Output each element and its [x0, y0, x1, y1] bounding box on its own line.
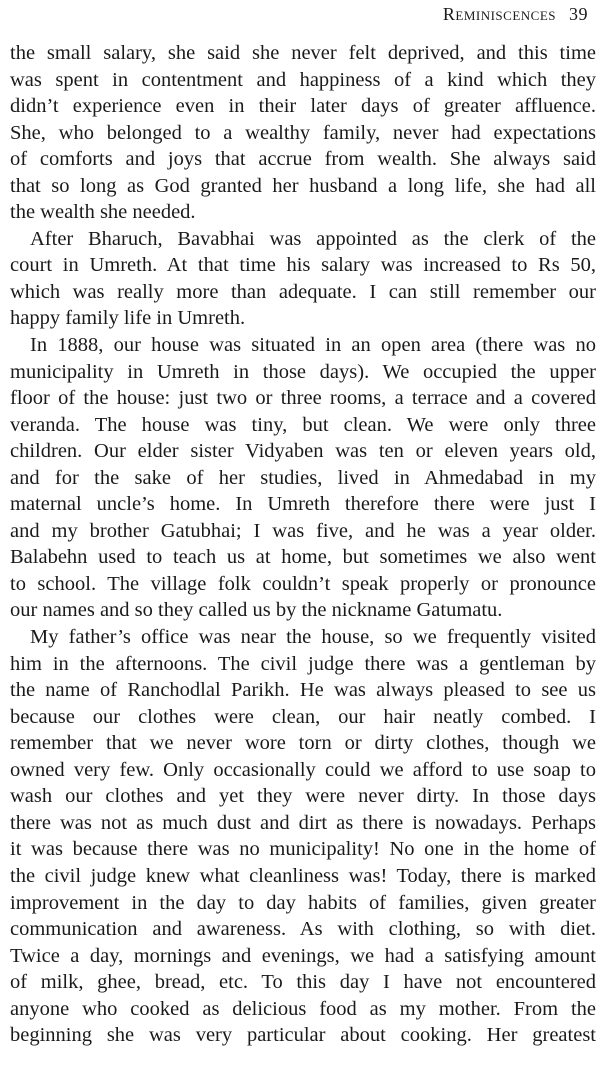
- text-line: didn’t experience even in their later days of greater affluence.: [10, 95, 596, 118]
- text-line: of comforts and joys that accrue from wealth. She always said: [10, 148, 596, 171]
- paragraph: [10, 332, 596, 624]
- running-head-title: Reminiscences: [442, 4, 556, 24]
- text-line: our names and so they called us by the nickname Gatumatu.: [10, 599, 503, 622]
- text-line: was spent in contentment and happiness of a kind which they: [10, 68, 596, 91]
- text-line: of milk, ghee, bread, etc. To this day I have not encountered: [10, 971, 596, 994]
- text-line: communication and awareness. As with clothing, so with diet.: [10, 918, 596, 941]
- text-line: She, who belonged to a wealthy family, never had expectations: [10, 121, 596, 144]
- text-line: remember that we never wore torn or dirty clothes, though we: [10, 732, 596, 755]
- text-line: that so long as God granted her husband a long life, she had all: [10, 174, 596, 197]
- paragraph: [10, 40, 596, 226]
- text-line: which was really more than adequate. I can still remember our: [10, 280, 596, 303]
- text-line: because our clothes were clean, our hair neatly combed. I: [10, 705, 596, 728]
- page-number: 39: [569, 4, 588, 24]
- text-line: to school. The village folk couldn’t speak properly or pronounce: [10, 572, 596, 595]
- text-line: the small salary, she said she never felt deprived, and this time: [10, 42, 596, 64]
- paragraph: [10, 226, 596, 332]
- text-line: the wealth she needed.: [10, 201, 196, 224]
- text-line: and for the sake of her studies, lived in Ahmedabad in my: [10, 466, 596, 489]
- text-line: happy family life in Umreth.: [10, 307, 246, 330]
- text-line: After Bharuch, Bavabhai was appointed as the clerk of the: [30, 227, 596, 250]
- text-line: the civil judge knew what cleanliness was! Today, there is marked: [10, 864, 596, 887]
- running-head: [443, 4, 588, 25]
- text-line: and my brother Gatubhai; I was five, and he was a year older.: [10, 519, 596, 542]
- text-line: court in Umreth. At that time his salary was increased to Rs 50,: [10, 254, 596, 277]
- text-line: owned very few. Only occasionally could we afford to use soap to: [10, 758, 596, 781]
- text-line: municipality in Umreth in those days). We occupied the upper: [10, 360, 596, 383]
- text-line: maternal uncle’s home. In Umreth therefore there were just I: [10, 493, 596, 516]
- body-text: [10, 40, 596, 1049]
- text-line: children. Our elder sister Vidyaben was ten or eleven years old,: [10, 440, 596, 463]
- text-line: there was not as much dust and dirt as there is nowadays. Perhaps: [10, 811, 596, 834]
- text-line: improvement in the day to day habits of families, given greater: [10, 891, 596, 914]
- text-line: veranda. The house was tiny, but clean. We were only three: [10, 413, 596, 436]
- text-line: Balabehn used to teach us at home, but sometimes we also went: [10, 546, 596, 569]
- text-line: floor of the house: just two or three rooms, a terrace and a covered: [10, 387, 596, 410]
- text-line: him in the afternoons. The civil judge there was a gentleman by: [10, 652, 596, 675]
- text-line: beginning she was very particular about cooking. Her greatest: [10, 1024, 596, 1047]
- text-line: it was because there was no municipality! No one in the home of: [10, 838, 596, 861]
- text-line: Twice a day, mornings and evenings, we had a satisfying amount: [10, 944, 596, 967]
- text-line: anyone who cooked as delicious food as my mother. From the: [10, 997, 596, 1020]
- text-line: wash our clothes and yet they were never dirty. In those days: [10, 785, 596, 808]
- paragraph: [10, 624, 596, 1049]
- text-line: My father’s office was near the house, so we frequently visited: [30, 626, 596, 649]
- text-line: In 1888, our house was situated in an open area (there was no: [30, 334, 596, 357]
- text-line: the name of Ranchodlal Parikh. He was always pleased to see us: [10, 679, 596, 702]
